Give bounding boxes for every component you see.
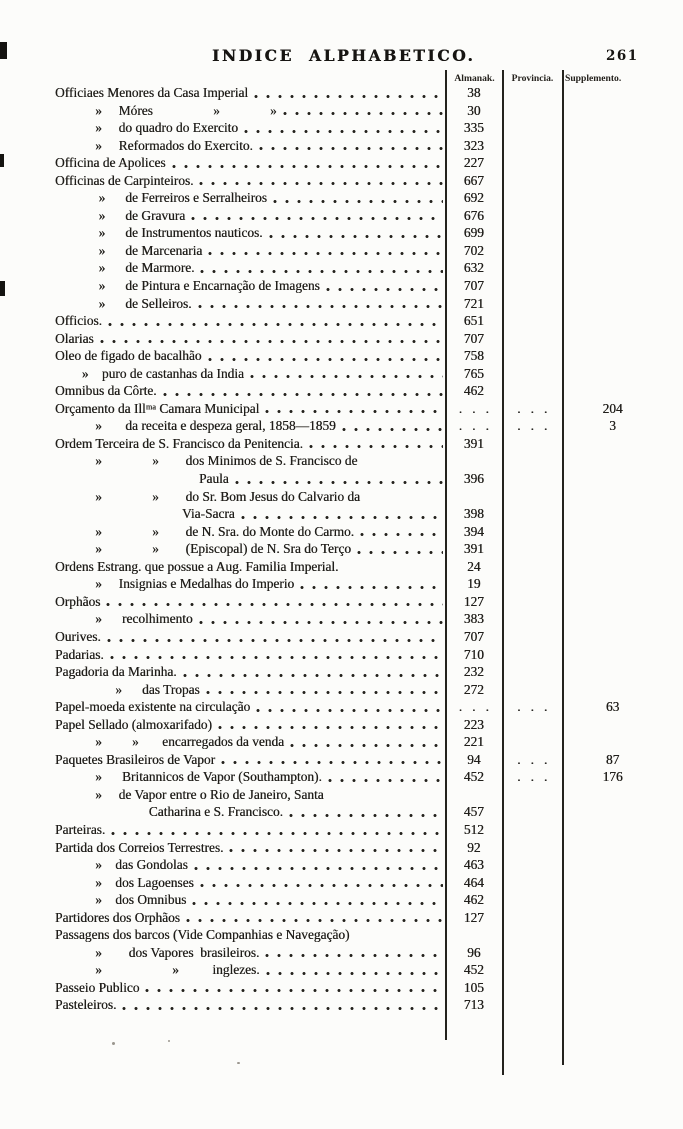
index-row bbox=[55, 312, 683, 330]
almanak-value: 19 bbox=[467, 576, 481, 592]
index-row bbox=[55, 716, 683, 734]
entry-text: Olarias bbox=[55, 330, 94, 346]
dot-leader bbox=[163, 392, 444, 397]
dot-leader bbox=[111, 831, 443, 836]
almanak-value: 92 bbox=[467, 839, 481, 855]
entry bbox=[55, 716, 445, 734]
index-row bbox=[55, 347, 683, 365]
entry bbox=[55, 470, 445, 488]
almanak-value: 707 bbox=[463, 628, 484, 644]
entry-text: » de Marmore. bbox=[55, 260, 195, 276]
entry-text: Papel Sellado (almoxarifado) bbox=[55, 716, 212, 732]
entry bbox=[55, 189, 445, 207]
entry bbox=[55, 505, 445, 523]
index-row bbox=[55, 417, 683, 435]
entry bbox=[55, 207, 445, 225]
dot-leader bbox=[241, 515, 444, 520]
entry bbox=[55, 891, 445, 909]
dot-leader bbox=[200, 883, 444, 888]
entry-text: » de Gravura bbox=[55, 207, 186, 223]
index-row bbox=[55, 839, 683, 857]
entry-text: » puro de castanhas da India bbox=[55, 365, 244, 381]
almanak-value: 462 bbox=[463, 383, 484, 399]
entry-text: » de Instrumentos nauticos. bbox=[55, 225, 263, 241]
entry bbox=[55, 523, 445, 541]
almanak-value: 383 bbox=[463, 611, 484, 627]
dot-leader bbox=[266, 971, 444, 976]
entry-text: » dos Vapores brasileiros. bbox=[55, 944, 260, 960]
supplemento-value: 3 bbox=[609, 418, 616, 434]
entry bbox=[55, 874, 445, 892]
dot-leader bbox=[265, 953, 443, 958]
index-row bbox=[55, 154, 683, 172]
entry bbox=[55, 628, 445, 646]
almanak-value: 457 bbox=[463, 804, 484, 820]
entry bbox=[55, 119, 445, 137]
entry bbox=[55, 996, 445, 1014]
dot-leader bbox=[108, 322, 443, 327]
scan-speck bbox=[237, 1062, 240, 1064]
index-row bbox=[55, 821, 683, 839]
index-row bbox=[55, 768, 683, 786]
dot-leader bbox=[107, 638, 444, 643]
provincia-value: . . . bbox=[517, 751, 548, 767]
almanak-value: 24 bbox=[467, 558, 481, 574]
entry bbox=[55, 102, 445, 120]
supplemento-value: 63 bbox=[605, 699, 620, 715]
dot-leader bbox=[172, 164, 444, 169]
entry-text: » » de N. Sra. do Monte do Carmo. bbox=[55, 523, 355, 539]
dot-leader bbox=[330, 795, 444, 800]
dot-leader bbox=[145, 988, 443, 993]
almanak-value: 713 bbox=[463, 997, 484, 1013]
provincia-value: . . . bbox=[517, 699, 548, 715]
entry-text: » de Marcenaria bbox=[55, 242, 203, 258]
scan-speck bbox=[112, 1042, 115, 1045]
entry bbox=[55, 558, 445, 576]
almanak-value: 707 bbox=[463, 278, 484, 294]
dot-leader bbox=[235, 480, 444, 485]
index-row bbox=[55, 259, 683, 277]
almanak-value: 30 bbox=[467, 102, 481, 118]
entry-text: » de Pintura e Encarnação de Imagens bbox=[55, 278, 320, 294]
almanak-value: 396 bbox=[463, 471, 484, 487]
dot-leader bbox=[283, 111, 444, 116]
entry bbox=[55, 909, 445, 927]
almanak-value: 702 bbox=[463, 242, 484, 258]
entry bbox=[55, 295, 445, 313]
entry-text: » » (Episcopal) de N. Sra do Terço bbox=[55, 541, 351, 557]
entry bbox=[55, 400, 445, 418]
entry-text: » do quadro do Exercito bbox=[55, 120, 238, 136]
entry bbox=[55, 821, 445, 839]
index-row bbox=[55, 874, 683, 892]
dot-leader bbox=[259, 146, 444, 151]
almanak-value: . . . bbox=[458, 699, 489, 715]
index-row bbox=[55, 365, 683, 383]
entry bbox=[55, 382, 445, 400]
entry-text: » dos Lagoenses bbox=[55, 874, 194, 890]
dot-leader bbox=[122, 1006, 443, 1011]
almanak-value: 721 bbox=[463, 295, 484, 311]
entry-text: Ordem Terceira de S. Francisco da Penitencia. bbox=[55, 435, 303, 451]
entry-text: Catharina e S. Francisco. bbox=[55, 804, 283, 820]
dot-leader bbox=[309, 444, 443, 449]
almanak-value: 707 bbox=[463, 330, 484, 346]
index-row bbox=[55, 751, 683, 769]
index-row bbox=[55, 400, 683, 418]
entry bbox=[55, 768, 445, 786]
entry-text: Paula bbox=[55, 471, 229, 487]
almanak-value: 398 bbox=[463, 506, 484, 522]
entry-text: Orçamento da Illᵐᵃ Camara Municipal bbox=[55, 400, 260, 416]
entry bbox=[55, 698, 445, 716]
index-row bbox=[55, 909, 683, 927]
entry bbox=[55, 979, 445, 997]
entry-text: » de Ferreiros e Serralheiros bbox=[55, 190, 267, 206]
entry bbox=[55, 330, 445, 348]
entry-text: Officinas de Carpinteiros. bbox=[55, 172, 194, 188]
entry-text: Papel-moeda existente na circulação bbox=[55, 699, 251, 715]
entry-text: Officiaes Menores da Casa Imperial bbox=[55, 85, 249, 100]
almanak-value: 105 bbox=[463, 979, 484, 995]
index-row bbox=[55, 558, 683, 576]
dot-leader bbox=[300, 585, 443, 590]
dot-leader bbox=[208, 251, 443, 256]
dot-leader bbox=[250, 374, 443, 379]
entry-text: Officina de Apolices bbox=[55, 155, 166, 171]
almanak-value: 227 bbox=[463, 155, 484, 171]
entry-text: » de Selleiros. bbox=[55, 295, 192, 311]
index-row bbox=[55, 628, 683, 646]
entry-text: » Britannicos de Vapor (Southampton). bbox=[55, 769, 322, 785]
entry bbox=[55, 452, 445, 470]
dot-leader bbox=[328, 778, 444, 783]
entry bbox=[55, 593, 445, 611]
index-row bbox=[55, 610, 683, 628]
index-row bbox=[55, 891, 683, 909]
dot-leader bbox=[221, 760, 443, 765]
entry-text: Oleo de figado de bacalhão bbox=[55, 348, 202, 364]
index-row bbox=[55, 856, 683, 874]
index-row bbox=[55, 84, 683, 102]
entry-text: Padarias. bbox=[55, 646, 104, 662]
dot-leader bbox=[194, 866, 444, 871]
dot-leader bbox=[363, 462, 443, 467]
entry bbox=[55, 926, 445, 944]
dot-leader bbox=[289, 813, 443, 818]
column-header-supplemento: Supplemento. bbox=[565, 73, 622, 84]
dot-leader bbox=[355, 936, 443, 941]
index-row bbox=[55, 979, 683, 997]
dot-leader bbox=[229, 848, 443, 853]
scan-artifact bbox=[0, 154, 4, 167]
almanak-value: 512 bbox=[463, 821, 484, 837]
almanak-value: 692 bbox=[463, 190, 484, 206]
index-rows bbox=[55, 84, 683, 1014]
entry bbox=[55, 488, 445, 506]
index-row bbox=[55, 926, 683, 944]
entry bbox=[55, 540, 445, 558]
entry-text: Partida dos Correios Terrestres. bbox=[55, 839, 224, 855]
entry-text: » recolhimento bbox=[55, 611, 193, 627]
entry bbox=[55, 365, 445, 383]
almanak-value: 323 bbox=[463, 137, 484, 153]
entry-text: » de Vapor entre o Rio de Janeiro, Santa bbox=[55, 786, 324, 802]
column-header-provincia: Provincia. bbox=[511, 73, 554, 84]
entry bbox=[55, 172, 445, 190]
entry-text: » Reformados do Exercito. bbox=[55, 137, 253, 153]
almanak-value: 335 bbox=[463, 120, 484, 136]
entry bbox=[55, 733, 445, 751]
entry bbox=[55, 961, 445, 979]
almanak-value: 452 bbox=[463, 769, 484, 785]
index-row bbox=[55, 277, 683, 295]
almanak-value: 464 bbox=[463, 874, 484, 890]
entry bbox=[55, 154, 445, 172]
provincia-value: . . . bbox=[517, 769, 548, 785]
dot-leader bbox=[290, 743, 443, 748]
provincia-value: . . . bbox=[517, 418, 548, 434]
almanak-value: 676 bbox=[463, 207, 484, 223]
dot-leader bbox=[344, 567, 443, 572]
scan-artifact bbox=[0, 281, 5, 296]
dot-leader bbox=[265, 409, 443, 414]
almanak-value: 127 bbox=[463, 909, 484, 925]
index-row bbox=[55, 961, 683, 979]
index-row bbox=[55, 452, 683, 470]
scan-artifact bbox=[0, 42, 7, 59]
almanak-value: 391 bbox=[463, 435, 484, 451]
dot-leader bbox=[100, 339, 444, 344]
index-row bbox=[55, 996, 683, 1014]
almanak-value: 394 bbox=[463, 523, 484, 539]
entry bbox=[55, 137, 445, 155]
entry-text: Orphãos bbox=[55, 593, 101, 609]
dot-leader bbox=[244, 129, 443, 134]
index-row bbox=[55, 242, 683, 260]
supplemento-value: 176 bbox=[602, 769, 623, 785]
dot-leader bbox=[269, 234, 444, 239]
entry bbox=[55, 347, 445, 365]
almanak-value: 221 bbox=[463, 734, 484, 750]
almanak-value: 391 bbox=[463, 541, 484, 557]
index-row bbox=[55, 663, 683, 681]
index-row bbox=[55, 681, 683, 699]
almanak-value: 94 bbox=[467, 751, 481, 767]
almanak-value: 272 bbox=[463, 681, 484, 697]
entry-text: » da receita e despeza geral, 1858—1859 bbox=[55, 418, 336, 434]
entry bbox=[55, 681, 445, 699]
index-row bbox=[55, 733, 683, 751]
index-row bbox=[55, 435, 683, 453]
index-row bbox=[55, 137, 683, 155]
page-number: 261 bbox=[606, 48, 639, 64]
almanak-value: 463 bbox=[463, 857, 484, 873]
almanak-value: 758 bbox=[463, 348, 484, 364]
entry bbox=[55, 839, 445, 857]
index-row bbox=[55, 295, 683, 313]
dot-leader bbox=[218, 725, 443, 730]
almanak-value: . . . bbox=[458, 400, 489, 416]
index-row bbox=[55, 224, 683, 242]
entry-text: Pagadoria da Marinha. bbox=[55, 664, 177, 680]
entry bbox=[55, 259, 445, 277]
entry bbox=[55, 856, 445, 874]
entry-text: » Móres » » bbox=[55, 102, 277, 118]
supplemento-value: 204 bbox=[602, 400, 623, 416]
almanak-value: 765 bbox=[463, 365, 484, 381]
entry-text: Passeio Publico bbox=[55, 979, 140, 995]
entry bbox=[55, 944, 445, 962]
dot-leader bbox=[360, 532, 443, 537]
entry-text: Ourives. bbox=[55, 628, 101, 644]
index-row bbox=[55, 119, 683, 137]
entry bbox=[55, 224, 445, 242]
index-row bbox=[55, 488, 683, 506]
entry-text: » » do Sr. Bom Jesus do Calvario da bbox=[55, 488, 361, 504]
almanak-value: 452 bbox=[463, 962, 484, 978]
entry bbox=[55, 277, 445, 295]
dot-leader bbox=[198, 304, 444, 309]
almanak-value: 127 bbox=[463, 593, 484, 609]
entry-text: » dos Omnibus bbox=[55, 892, 187, 908]
entry bbox=[55, 803, 445, 821]
entry-text: » das Tropas bbox=[55, 681, 200, 697]
column-header-almanak: Almanak. bbox=[454, 73, 495, 84]
almanak-value: 667 bbox=[463, 172, 484, 188]
index-row bbox=[55, 786, 683, 804]
entry-text: » Insignias e Medalhas do Imperio bbox=[55, 576, 295, 592]
dot-leader bbox=[106, 602, 443, 607]
entry bbox=[55, 610, 445, 628]
dot-leader bbox=[186, 918, 443, 923]
almanak-value: 651 bbox=[463, 313, 484, 329]
entry-text: » » encarregados da venda bbox=[55, 734, 285, 750]
page-title: INDICE ALPHABETICO. bbox=[212, 46, 476, 65]
dot-leader bbox=[273, 199, 443, 204]
index-row bbox=[55, 189, 683, 207]
almanak-value: 38 bbox=[467, 85, 481, 100]
entry-text: Omnibus da Côrte. bbox=[55, 383, 157, 399]
entry bbox=[55, 751, 445, 769]
entry-text: Passagens dos barcos (Vide Companhias e Navegação) bbox=[55, 927, 350, 943]
entry bbox=[55, 417, 445, 435]
index-row bbox=[55, 698, 683, 716]
dot-leader bbox=[254, 94, 443, 99]
entry-text: Partidores dos Orphãos bbox=[55, 909, 180, 925]
index-row bbox=[55, 593, 683, 611]
index-row bbox=[55, 523, 683, 541]
dot-leader bbox=[183, 673, 444, 678]
dot-leader bbox=[256, 708, 443, 713]
almanak-value: 699 bbox=[463, 225, 484, 241]
index-row bbox=[55, 330, 683, 348]
almanak-value: 223 bbox=[463, 716, 484, 732]
index-row bbox=[55, 172, 683, 190]
entry-text: » das Gondolas bbox=[55, 857, 188, 873]
dot-leader bbox=[342, 427, 444, 432]
index-row bbox=[55, 646, 683, 664]
almanak-value: . . . bbox=[458, 418, 489, 434]
almanak-value: 96 bbox=[467, 944, 481, 960]
entry bbox=[55, 575, 445, 593]
index-row bbox=[55, 470, 683, 488]
dot-leader bbox=[110, 655, 444, 660]
entry bbox=[55, 242, 445, 260]
entry-text: Via-Sacra bbox=[55, 506, 235, 522]
scan-speck bbox=[168, 1040, 170, 1042]
dot-leader bbox=[191, 216, 443, 221]
supplemento-value: 87 bbox=[605, 751, 620, 767]
dot-leader bbox=[326, 287, 444, 292]
entry bbox=[55, 312, 445, 330]
dot-leader bbox=[192, 901, 443, 906]
entry bbox=[55, 786, 445, 804]
index-row bbox=[55, 382, 683, 400]
almanak-value: 462 bbox=[463, 892, 484, 908]
index-row bbox=[55, 102, 683, 120]
entry bbox=[55, 646, 445, 664]
almanak-value: 710 bbox=[463, 646, 484, 662]
index-row bbox=[55, 803, 683, 821]
entry bbox=[55, 663, 445, 681]
index-row bbox=[55, 540, 683, 558]
index-row bbox=[55, 944, 683, 962]
dot-leader bbox=[199, 181, 443, 186]
entry-text: » » inglezes. bbox=[55, 962, 260, 978]
entry-text: Ordens Estrang. que possue a Aug. Familia Imperial. bbox=[55, 558, 339, 574]
entry-text: Parteiras. bbox=[55, 821, 106, 837]
index-row bbox=[55, 207, 683, 225]
dot-leader bbox=[357, 550, 443, 555]
dot-leader bbox=[366, 497, 443, 502]
entry-text: Officios. bbox=[55, 313, 102, 329]
provincia-value: . . . bbox=[517, 400, 548, 416]
entry bbox=[55, 84, 445, 102]
dot-leader bbox=[199, 620, 444, 625]
almanak-value: 632 bbox=[463, 260, 484, 276]
dot-leader bbox=[208, 357, 444, 362]
dot-leader bbox=[206, 690, 444, 695]
entry-text: » » dos Minimos de S. Francisco de bbox=[55, 453, 358, 469]
index-row bbox=[55, 575, 683, 593]
entry bbox=[55, 435, 445, 453]
entry-text: Paquetes Brasileiros de Vapor bbox=[55, 751, 216, 767]
almanak-value: 232 bbox=[463, 664, 484, 680]
dot-leader bbox=[200, 269, 443, 274]
entry-text: Pasteleiros. bbox=[55, 997, 117, 1013]
index-row bbox=[55, 505, 683, 523]
